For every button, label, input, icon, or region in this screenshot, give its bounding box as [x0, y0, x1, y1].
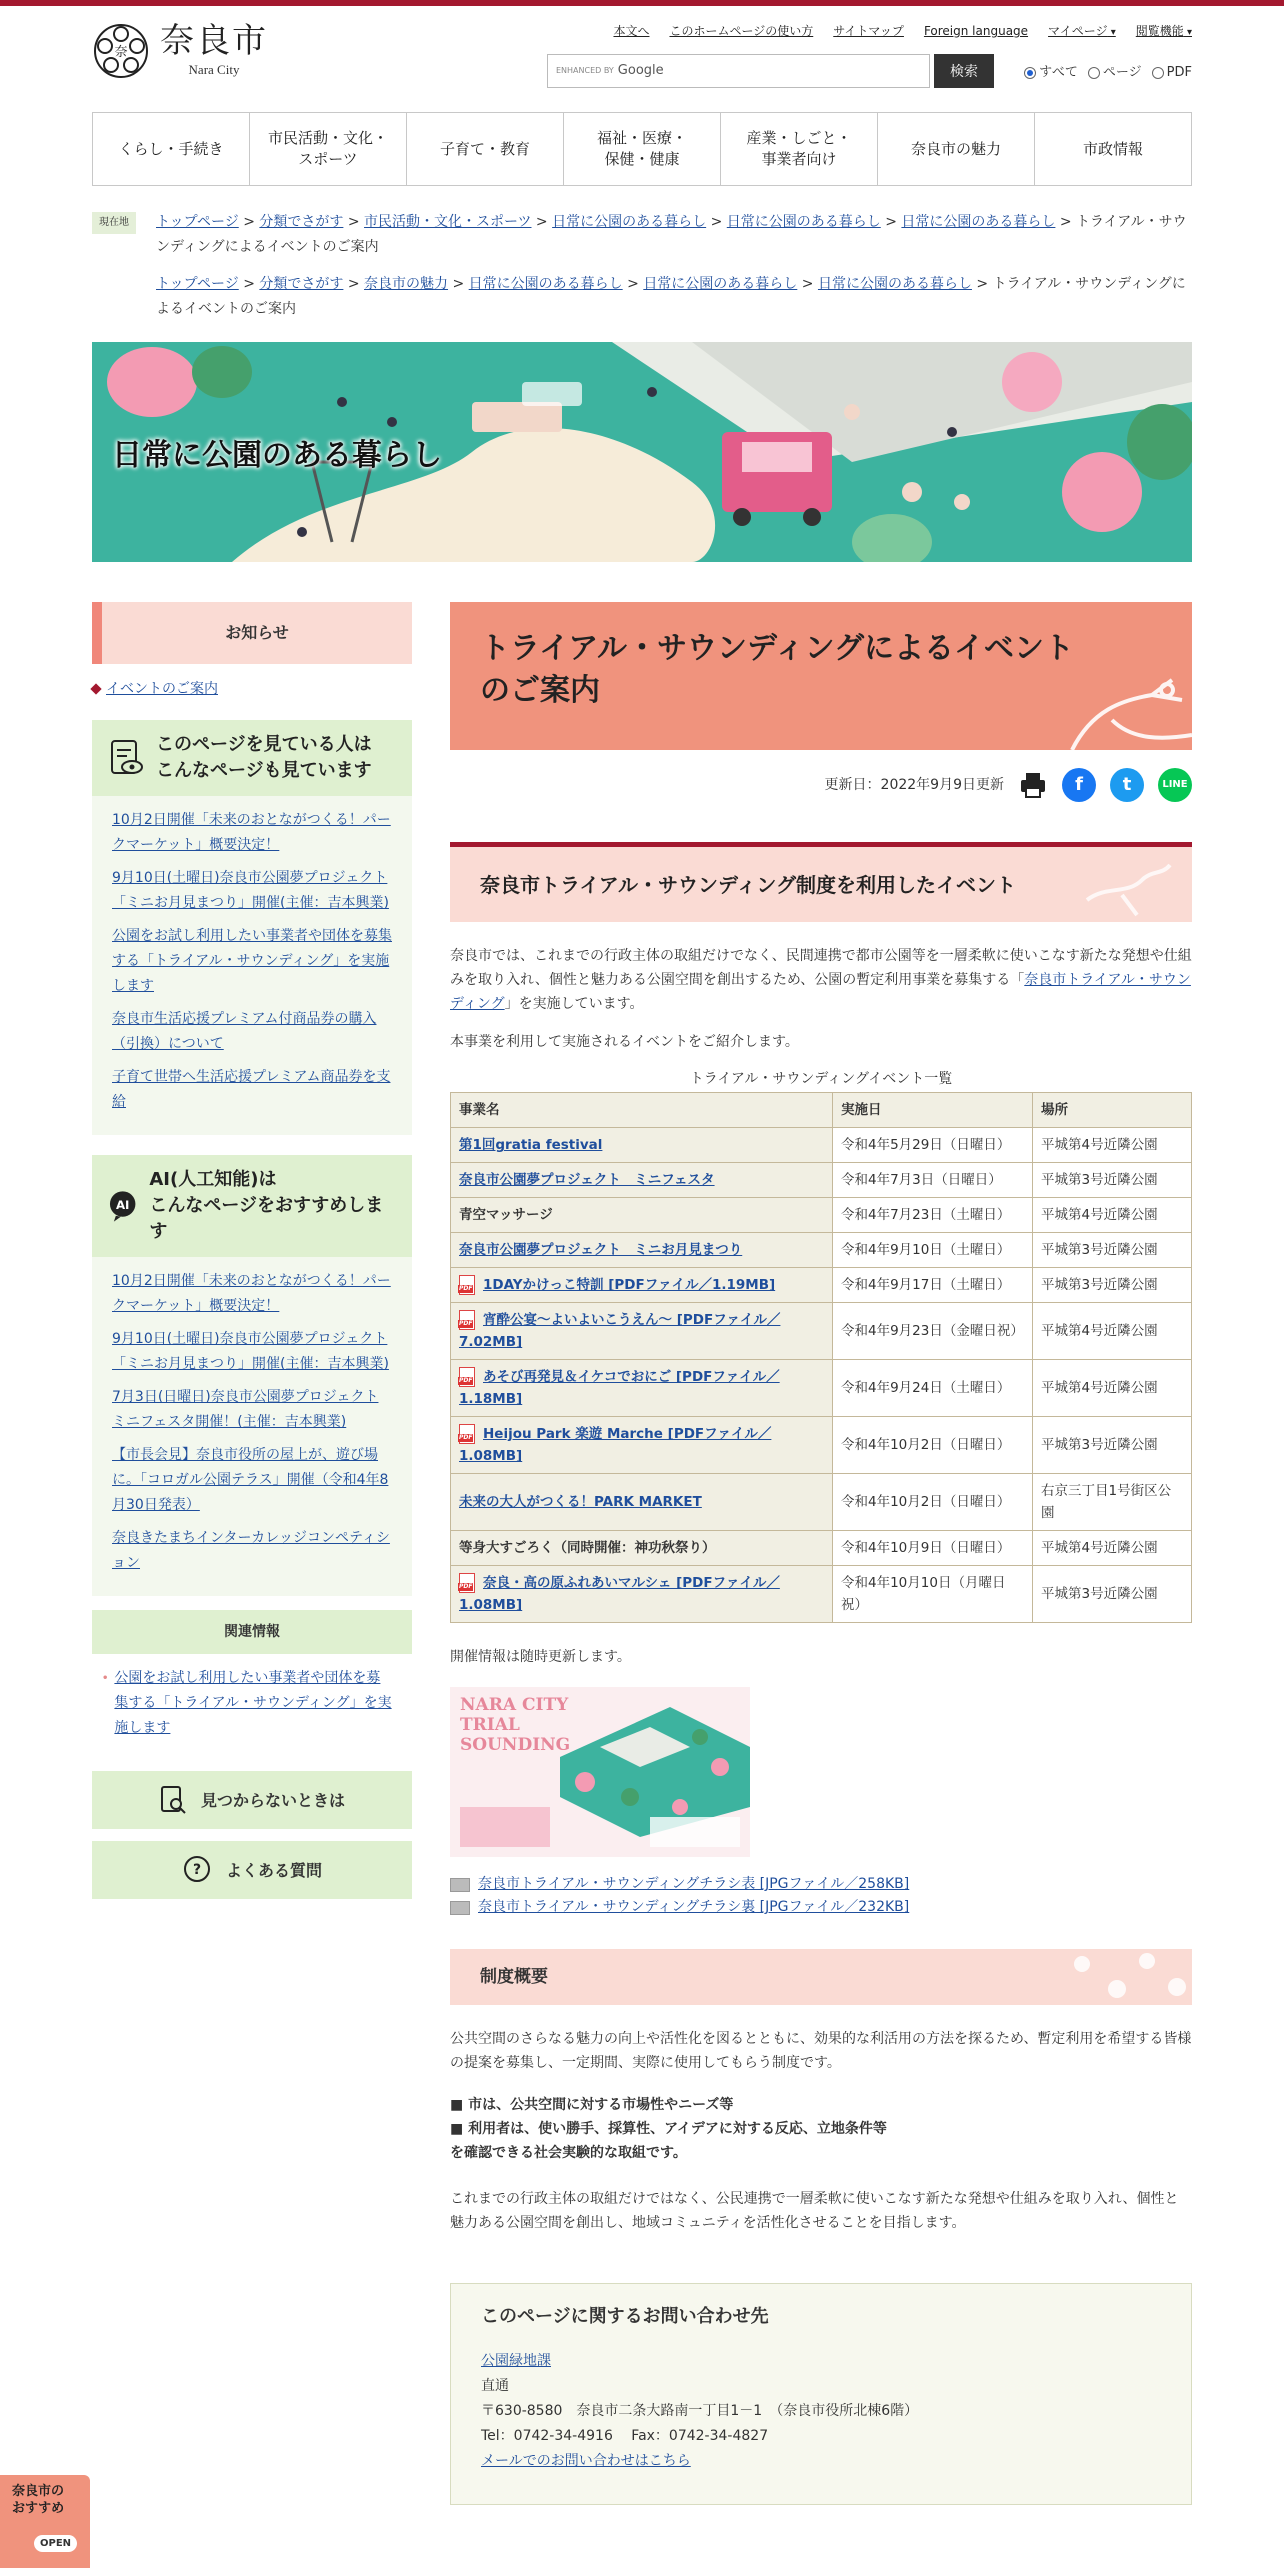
page-title-box	[450, 602, 1192, 750]
hero-title: 日常に公園のある暮らし	[112, 438, 442, 473]
event-date-cell: 令和4年10月2日（日曜日）	[833, 1474, 1033, 1531]
intro-paragraph: 奈良市では、これまでの行政主体の取組だけでなく、民間連携で都市公園等を一層柔軟に使いこなす新たな発想や仕組みを取り入れ、個性と魅力ある公園空間を創出するため、公園の暫定利用事業を募集する「奈良市トライアル・サウンディング」を実施しています。	[450, 948, 1192, 1012]
event-place-cell: 平城第4号近隣公園	[1033, 1303, 1192, 1360]
contact-address: 〒630-8580 奈良市二条大路南一丁目1－1 （奈良市役所北棟6階）	[481, 2403, 919, 2420]
also-viewed-title: このページを見ている人は こんなページも見ています	[156, 734, 372, 782]
breadcrumb-current: トライアル・サウンディングによるイベントのご案内	[156, 214, 1187, 255]
overview-bullets: ■ 市は、公共空間に対する市場性やニーズ等 ■ 利用者は、使い勝手、採算性、アイデアに対する反応、立地条件等 を確認できる社会実験的な取組です。	[450, 2097, 887, 2162]
pdf-icon	[459, 1275, 475, 1295]
ai-recommend-link[interactable]: 9月10日(土曜日)奈良市公園夢プロジェクト「ミニお月見まつり」開催(主催：吉本興業)	[112, 1331, 389, 1373]
breadcrumb-link[interactable]: 分類でさがす	[259, 214, 344, 230]
current-location-tag: 現在地	[92, 212, 136, 234]
event-link[interactable]: あそび再発見＆イケコでおにご [PDFファイル／1.18MB]	[459, 1369, 780, 1408]
section-heading	[450, 842, 1192, 922]
also-viewed-link[interactable]: 奈良市生活応援プレミアム付商品券の購入（引換）について	[112, 1011, 377, 1053]
bird-ornament-icon	[1082, 855, 1172, 922]
event-place-cell: 平城第3号近隣公園	[1033, 1163, 1192, 1198]
svg-text:AI: AI	[115, 1198, 130, 1213]
event-place-cell: 平城第4号近隣公園	[1033, 1360, 1192, 1417]
deer-ornament-icon	[1052, 640, 1192, 750]
event-name-cell	[451, 1360, 833, 1417]
contact-phone: Tel：0742-34-4916 Fax：0742-34-4827	[481, 2428, 769, 2445]
event-date-cell: 令和4年7月23日（土曜日）	[833, 1198, 1033, 1233]
site-search	[547, 54, 994, 88]
overview-paragraph: 公共空間のさらなる魅力の向上や活性化を図るとともに、効果的な利活用の方法を探るため、暫定利用を希望する皆様の提案を募集し、一定期間、実際に使用してもらう制度です。	[450, 2031, 1192, 2072]
event-date-cell: 令和4年7月3日（日曜日）	[833, 1163, 1033, 1198]
contact-line: 直通	[481, 2378, 509, 2395]
breadcrumb-link[interactable]: 日常に公園のある暮らし	[901, 214, 1056, 230]
updated-date: 更新日：2022年9月9日更新	[824, 776, 1004, 793]
main-content	[450, 602, 1192, 2505]
site-header	[92, 6, 1192, 102]
eye-document-icon	[108, 738, 144, 778]
table-row	[451, 1531, 1192, 1566]
event-link[interactable]: 1DAYかけっこ特訓 [PDFファイル／1.19MB]	[483, 1277, 776, 1294]
related-link[interactable]: 公園をお試し利用したい事業者や団体を募集する「トライアル・サウンディング」を実施します	[114, 1670, 392, 1737]
breadcrumb-link[interactable]: 日常に公園のある暮らし	[726, 214, 881, 230]
table-row	[451, 1163, 1192, 1198]
event-date-cell: 令和4年10月9日（日曜日）	[833, 1531, 1033, 1566]
contact-title: このページに関するお問い合わせ先	[481, 2306, 769, 2328]
breadcrumb-link[interactable]: 日常に公園のある暮らし	[643, 276, 798, 292]
scope-all-radio[interactable]: すべて	[1024, 63, 1078, 84]
event-place-cell: 平城第4号近隣公園	[1033, 1128, 1192, 1163]
nara-emblem-icon	[92, 22, 150, 80]
gnav-civic-culture-sports[interactable]: 市民活動・文化・ スポーツ	[249, 113, 406, 185]
breadcrumb-link[interactable]: 市民活動・文化・スポーツ	[364, 214, 532, 230]
line-share-icon[interactable]: LINE	[1158, 768, 1192, 802]
mypage-dropdown[interactable]: マイページ ▾	[1048, 22, 1116, 41]
not-found-button[interactable]	[92, 1771, 412, 1829]
search-button[interactable]: 検索	[934, 54, 994, 88]
event-link[interactable]: 奈良市公園夢プロジェクト ミニお月見まつり	[459, 1242, 743, 1259]
event-date-cell: 令和4年10月2日（日曜日）	[833, 1417, 1033, 1474]
logo-jp: 奈良市	[160, 21, 268, 61]
recommend-label: 奈良市の おすすめ	[12, 2484, 65, 2516]
svg-text:奈: 奈	[114, 45, 128, 61]
breadcrumb-link[interactable]: 奈良市の魅力	[364, 276, 449, 292]
breadcrumb-link[interactable]: 日常に公園のある暮らし	[552, 214, 707, 230]
search-input[interactable]	[547, 54, 930, 88]
gnav-city-government[interactable]: 市政情報	[1034, 113, 1191, 185]
updated-row	[450, 768, 1192, 802]
table-row	[451, 1474, 1192, 1531]
svg-text:?: ?	[192, 1862, 202, 1879]
event-place-cell: 平城第3号近隣公園	[1033, 1417, 1192, 1474]
pdf-icon	[459, 1310, 475, 1330]
event-place-cell: 平城第3号近隣公園	[1033, 1566, 1192, 1623]
section-heading-text: 奈良市トライアル・サウンディング制度を利用したイベント	[480, 872, 1016, 897]
event-name-cell	[451, 1128, 833, 1163]
breadcrumb-link[interactable]: トップページ	[156, 214, 239, 230]
breadcrumb-link[interactable]: 日常に公園のある暮らし	[817, 276, 972, 292]
contact-box	[450, 2283, 1192, 2505]
col-header: 事業名	[451, 1093, 833, 1128]
table-row	[451, 1360, 1192, 1417]
related-info-item	[92, 1654, 412, 1753]
hero-banner	[92, 342, 1192, 562]
question-bubble-icon	[182, 1855, 212, 1885]
faq-button[interactable]	[92, 1841, 412, 1899]
flyer-image[interactable]	[450, 1687, 750, 1857]
skip-to-content-link[interactable]: 本文へ	[613, 24, 650, 38]
update-note: 開催情報は随時更新します。	[450, 1649, 631, 1666]
table-caption: トライアル・サウンディングイベント一覧	[689, 1071, 953, 1087]
event-name: 青空マッサージ	[459, 1207, 553, 1224]
image-file-icon	[450, 1878, 470, 1892]
ai-recommend-box	[92, 1155, 412, 1596]
gnav-childcare-education[interactable]: 子育て・教育	[406, 113, 563, 185]
page-title: トライアル・サウンディングによるイベント のご案内	[480, 631, 1074, 708]
event-place-cell: 平城第3号近隣公園	[1033, 1233, 1192, 1268]
recommend-float-button[interactable]	[0, 2475, 90, 2568]
also-viewed-heading	[92, 720, 412, 796]
event-name-cell	[451, 1474, 833, 1531]
event-link[interactable]: 未来の大人がつくる！PARK MARKET	[459, 1494, 702, 1511]
google-brand: Google	[617, 62, 664, 78]
table-row	[451, 1128, 1192, 1163]
scope-page-radio[interactable]: ページ	[1088, 63, 1142, 84]
event-link[interactable]: Heijou Park 楽遊 Marche [PDFファイル／1.08MB]	[459, 1426, 772, 1465]
event-date-cell: 令和4年9月24日（土曜日）	[833, 1360, 1033, 1417]
event-place-cell: 平城第4号近隣公園	[1033, 1531, 1192, 1566]
twitter-share-icon[interactable]: t	[1110, 768, 1144, 802]
table-row	[451, 1303, 1192, 1360]
col-header: 実施日	[833, 1093, 1033, 1128]
event-date-cell: 令和4年10月10日（月曜日祝）	[833, 1566, 1033, 1623]
how-to-use-link[interactable]: このホームページの使い方	[669, 24, 814, 38]
event-name-cell	[451, 1268, 833, 1303]
pdf-icon	[459, 1367, 475, 1387]
event-name-cell	[451, 1303, 833, 1360]
logo-en: Nara City	[188, 62, 240, 77]
ai-recommend-link[interactable]: 7月3日(日曜日)奈良市公園夢プロジェクトミニフェスタ開催！(主催：吉本興業)	[112, 1389, 379, 1431]
utility-links	[613, 22, 1192, 41]
bullet-icon: •	[102, 1673, 109, 1685]
event-name-cell	[451, 1163, 833, 1198]
related-info-heading: 関連情報	[92, 1610, 412, 1654]
gnav-attractions[interactable]: 奈良市の魅力	[877, 113, 1034, 185]
mail-contact-link[interactable]: メールでのお問い合わせはこちら	[481, 2453, 691, 2470]
ai-recommend-link[interactable]: 【市長会見】奈良市役所の屋上が、遊び場に。「コロガル公園テラス」開催（令和4年8月30日発表）	[112, 1447, 389, 1514]
table-row	[451, 1566, 1192, 1623]
event-date-cell: 令和4年9月10日（土曜日）	[833, 1233, 1033, 1268]
also-viewed-link[interactable]: 公園をお試し利用したい事業者や団体を募集する「トライアル・サウンディング」を実施します	[112, 928, 392, 995]
gnav-living[interactable]: くらし・手続き	[118, 139, 224, 158]
breadcrumb-link[interactable]: 日常に公園のある暮らし	[468, 276, 623, 292]
overview-heading	[450, 1949, 1192, 2005]
image-file-icon	[450, 1901, 470, 1915]
sidebar	[92, 602, 412, 2505]
event-place-cell: 平城第3号近隣公園	[1033, 1268, 1192, 1303]
gnav-industry-business[interactable]: 産業・しごと・ 事業者向け	[720, 113, 877, 185]
event-info-link[interactable]: イベントのご案内	[106, 681, 218, 697]
table-row	[451, 1268, 1192, 1303]
event-name-cell	[451, 1233, 833, 1268]
ai-recommend-link[interactable]: 奈良きたまちインターカレッジコンペティション	[112, 1530, 390, 1572]
ai-recommend-title: AI(人工知能)は こんなページをおすすめします	[149, 1169, 384, 1243]
event-name: 等身大すごろく（同時開催：神功秋祭り）	[459, 1540, 716, 1557]
event-link[interactable]: 第1回gratia festival	[459, 1137, 603, 1154]
gnav-welfare-health[interactable]: 福祉・医療・ 保健・健康	[563, 113, 720, 185]
also-viewed-link[interactable]: 9月10日(土曜日)奈良市公園夢プロジェクト「ミニお月見まつり」開催(主催：吉本興業)	[112, 870, 389, 912]
also-viewed-link[interactable]: 10月2日開催「未来のおとながつくる！パークマーケット」概要決定！	[112, 812, 391, 854]
event-link[interactable]: 奈良・高の原ふれあいマルシェ [PDFファイル／1.08MB]	[459, 1575, 780, 1614]
breadcrumb-alt: トップページ > 分類でさがす > 奈良市の魅力 > 日常に公園のある暮らし > 日常に公園のある暮らし > 日常に公園のある暮らし > トライアル・サウンディングによるイベントのご案内	[156, 276, 1186, 317]
event-link[interactable]: 宵酔公宴～よいよいこうえん～ [PDFファイル／7.02MB]	[459, 1312, 781, 1351]
search-enhanced-label: ENHANCED BY	[556, 65, 614, 75]
global-nav	[92, 112, 1192, 186]
search-scope	[1024, 63, 1192, 84]
notice-heading: お知らせ	[92, 602, 412, 664]
breadcrumb-link[interactable]: トップページ	[156, 276, 239, 292]
flower-pattern-icon	[1062, 1949, 1192, 2005]
event-name-cell	[451, 1417, 833, 1474]
ai-recommend-heading	[92, 1155, 412, 1257]
table-row	[451, 1233, 1192, 1268]
breadcrumb: 現在地 トップページ > 分類でさがす > 市民活動・文化・スポーツ > 日常に公園のある暮らし > 日常に公園のある暮らし > 日常に公園のある暮らし > トライアル・サウンディングによるイベントのご案内	[92, 210, 1192, 260]
breadcrumb-current: トライアル・サウンディングによるイベントのご案内	[156, 276, 1186, 317]
breadcrumb-link[interactable]: 分類でさがす	[259, 276, 344, 292]
site-logo[interactable]	[92, 22, 268, 81]
pdf-icon	[459, 1424, 475, 1444]
flyer-front-link[interactable]: 奈良市トライアル・サウンディングチラシ表 [JPGファイル／258KB]	[478, 1876, 910, 1893]
flyer-title: NARA CITY TRIAL SOUNDING	[460, 1695, 571, 1756]
flyer-back-link[interactable]: 奈良市トライアル・サウンディングチラシ裏 [JPGファイル／232KB]	[478, 1899, 910, 1916]
also-viewed-link[interactable]: 子育て世帯へ生活応援プレミアム商品券を支給	[112, 1069, 391, 1111]
sitemap-link[interactable]: サイトマップ	[833, 24, 904, 38]
accessibility-dropdown[interactable]: 閲覧機能 ▾	[1136, 22, 1192, 41]
facebook-share-icon[interactable]: f	[1062, 768, 1096, 802]
col-header: 場所	[1033, 1093, 1192, 1128]
ai-recommend-link[interactable]: 10月2日開催「未来のおとながつくる！パークマーケット」概要決定！	[112, 1273, 391, 1315]
overview-paragraph-2: これまでの行政主体の取組だけではなく、公民連携で一層柔軟に使いこなす新たな発想や仕組みを取り入れ、個性と魅力ある公園空間を創出し、地域コミュニティを活性化させることを目指します。	[450, 2191, 1179, 2232]
event-date-cell: 令和4年9月17日（土曜日）	[833, 1268, 1033, 1303]
foreign-language-link[interactable]: Foreign language	[923, 24, 1029, 38]
flyer-links	[450, 1873, 1192, 1919]
event-link[interactable]: 奈良市公園夢プロジェクト ミニフェスタ	[459, 1172, 715, 1189]
diamond-bullet-icon	[90, 684, 101, 695]
faq-label: よくある質問	[225, 1860, 322, 1880]
overview-heading-text: 制度概要	[480, 1966, 548, 1987]
pdf-icon	[459, 1573, 475, 1593]
event-name-cell	[451, 1198, 833, 1233]
open-badge: OPEN	[34, 2535, 77, 2552]
event-place-cell: 右京三丁目1号街区公園	[1033, 1474, 1192, 1531]
event-table	[450, 1092, 1192, 1623]
table-row	[451, 1198, 1192, 1233]
trial-sounding-link[interactable]: 奈良市トライアル・サウンディング	[450, 972, 1191, 1012]
not-found-label: 見つからないときは	[200, 1790, 345, 1810]
event-name-cell	[451, 1531, 833, 1566]
event-date-cell: 令和4年9月23日（金曜日祝）	[833, 1303, 1033, 1360]
event-place-cell: 平城第4号近隣公園	[1033, 1198, 1192, 1233]
print-icon[interactable]	[1018, 770, 1048, 800]
scope-pdf-radio[interactable]: PDF	[1152, 63, 1192, 84]
table-row	[451, 1417, 1192, 1474]
event-date-cell: 令和4年5月29日（日曜日）	[833, 1128, 1033, 1163]
event-info-item	[92, 678, 412, 700]
event-name-cell	[451, 1566, 833, 1623]
intro-paragraph-2: 本事業を利用して実施されるイベントをご紹介します。	[450, 1034, 799, 1050]
ai-robot-icon	[108, 1189, 137, 1223]
department-link[interactable]: 公園緑地課	[481, 2353, 551, 2370]
search-document-icon	[159, 1785, 187, 1815]
also-viewed-box	[92, 720, 412, 1135]
